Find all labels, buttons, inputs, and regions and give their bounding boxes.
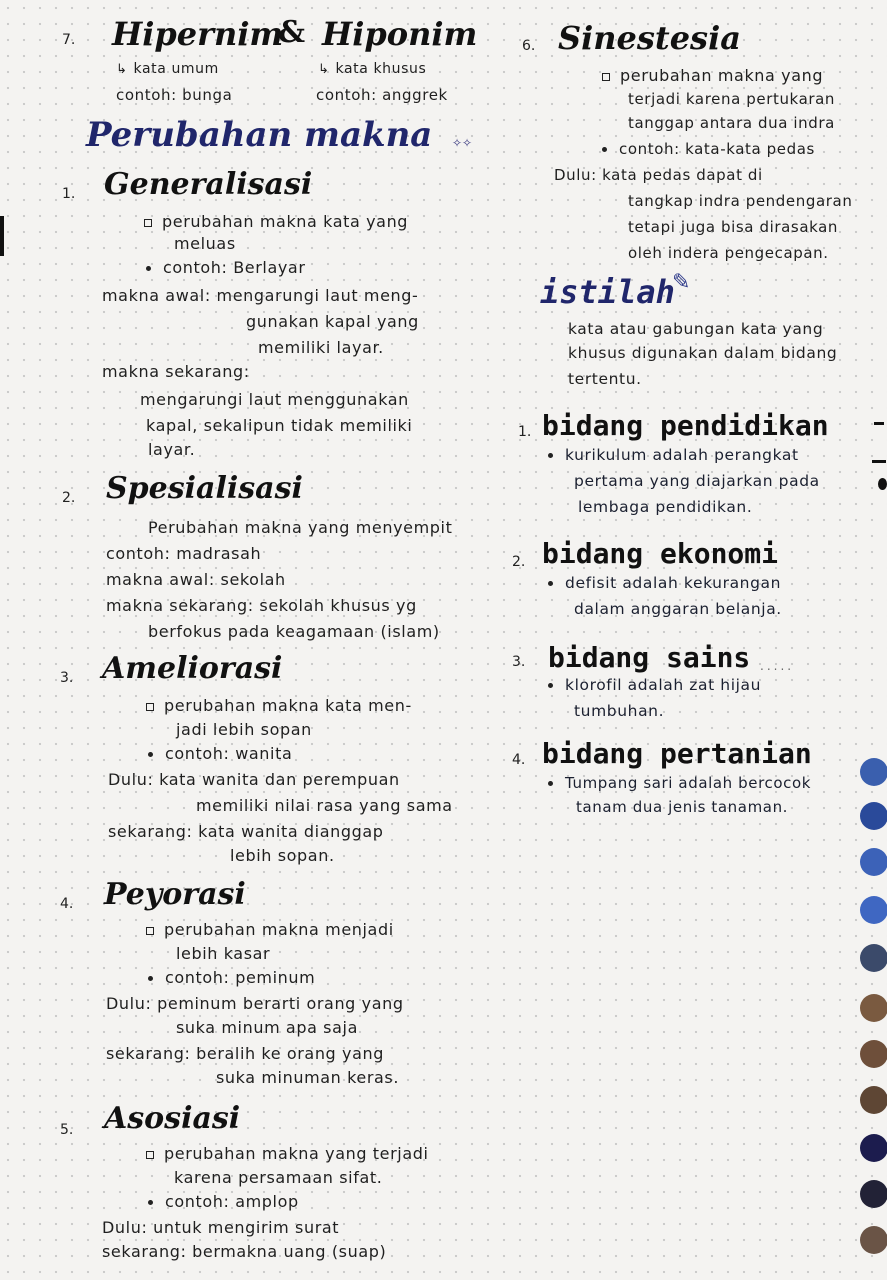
- section-number: 2.: [62, 490, 76, 506]
- sekarang-line: sekarang: kata wanita dianggap: [108, 822, 384, 841]
- makna-awal-line: makna awal: mengarungi laut meng-: [102, 286, 419, 305]
- section-number: 4.: [60, 896, 74, 912]
- bullet-dot-icon: [148, 1200, 153, 1205]
- ink-swatch: [860, 1226, 887, 1254]
- example-line: contoh: wanita: [148, 746, 292, 762]
- istilah-definition-line: kata atau gabungan kata yang: [568, 320, 824, 338]
- hipernim-example: contoh: bunga: [116, 86, 233, 104]
- dulu-line: Dulu: untuk mengirim surat: [102, 1218, 340, 1237]
- makna-sekarang-line: kapal, sekalipun tidak memiliki: [146, 416, 413, 435]
- turn-arrow-icon: ↳: [318, 62, 330, 77]
- section-number: 6.: [522, 38, 536, 54]
- field-line: dalam anggaran belanja.: [574, 600, 782, 618]
- ink-swatch: [860, 944, 887, 972]
- edge-ink-mark: [874, 422, 884, 425]
- field-line: pertama yang diajarkan pada: [574, 472, 820, 490]
- edge-ink-mark: [878, 478, 887, 490]
- square-bullet-icon: [146, 927, 154, 935]
- bullet-dot-icon: [146, 266, 151, 271]
- dulu-line: tetapi juga bisa dirasakan: [628, 218, 839, 236]
- edge-ink-mark: [872, 460, 886, 463]
- istilah-definition-line: khusus digunakan dalam bidang: [568, 344, 838, 362]
- makna-sekarang-label: makna sekarang:: [102, 362, 250, 381]
- makna-sekarang-line: mengarungi laut menggunakan: [140, 390, 409, 409]
- definition-line: perubahan makna yang terjadi: [146, 1146, 429, 1162]
- bullet-dot-icon: [548, 453, 553, 458]
- makna-awal-line: makna awal: sekolah: [106, 570, 286, 589]
- definition-line: Perubahan makna yang menyempit: [148, 518, 453, 537]
- dulu-line: tangkap indra pendengaran: [628, 192, 853, 210]
- bullet-dot-icon: [548, 683, 553, 688]
- turn-arrow-icon: ↳: [116, 62, 128, 77]
- hipernim-note: ↳ kata umum: [116, 61, 219, 77]
- makna-sekarang-line: makna sekarang: sekolah khusus yg: [106, 596, 417, 615]
- hiponim-example: contoh: anggrek: [316, 86, 448, 104]
- definition-line: karena persamaan sifat.: [174, 1168, 383, 1187]
- istilah-definition-line: tertentu.: [568, 370, 642, 388]
- bullet-dot-icon: [602, 147, 607, 152]
- sparkle-icon: ✧✧: [452, 136, 473, 150]
- field-line: defisit adalah kekurangan: [548, 576, 781, 592]
- ink-swatch: [860, 848, 887, 876]
- definition-line: perubahan makna yang: [602, 68, 823, 84]
- sekarang-line: lebih sopan.: [230, 846, 335, 865]
- field-number: 2.: [512, 554, 526, 570]
- example-line: contoh: Berlayar: [146, 260, 306, 276]
- field-number: 4.: [512, 752, 526, 768]
- definition-line: perubahan makna menjadi: [146, 922, 394, 938]
- example-line: contoh: madrasah: [106, 544, 262, 563]
- section-number: 1.: [62, 186, 76, 202]
- field-line: klorofil adalah zat hijau: [548, 678, 761, 694]
- definition-line: tanggap antara dua indra: [628, 114, 835, 132]
- bullet-dot-icon: [548, 581, 553, 586]
- dulu-line: Dulu: peminum berarti orang yang: [106, 994, 404, 1013]
- definition-line: terjadi karena pertukaran: [628, 90, 836, 108]
- page-heading: Perubahan makna: [86, 115, 433, 155]
- ink-swatch: [860, 1180, 887, 1208]
- sekarang-line: suka minuman keras.: [216, 1068, 400, 1087]
- makna-awal-line: gunakan kapal yang: [246, 312, 419, 331]
- square-bullet-icon: [146, 703, 154, 711]
- field-title: bidang pertanian: [542, 737, 812, 770]
- sekarang-line: sekarang: bermakna uang (suap): [102, 1242, 387, 1261]
- binding-mark: [0, 216, 4, 256]
- sekarang-line: sekarang: beralih ke orang yang: [106, 1044, 384, 1063]
- makna-sekarang-line: berfokus pada keagamaan (islam): [148, 622, 440, 641]
- section-title: Generalisasi: [104, 167, 313, 202]
- makna-sekarang-line: layar.: [148, 440, 196, 459]
- ampersand: &: [278, 15, 306, 50]
- section-title: Ameliorasi: [102, 651, 283, 686]
- ink-swatch: [860, 1134, 887, 1162]
- ink-swatch: [860, 802, 887, 830]
- hiponim-title: Hiponim: [322, 15, 478, 53]
- definition-line: meluas: [174, 234, 236, 253]
- example-line: contoh: amplop: [148, 1194, 299, 1210]
- hipernim-title: Hipernim: [112, 15, 284, 53]
- section-number: 3.: [60, 670, 74, 686]
- example-line: contoh: peminum: [148, 970, 315, 986]
- section-title: Asosiasi: [104, 1101, 241, 1136]
- definition-line: perubahan makna kata yang: [144, 214, 408, 230]
- ink-swatch: [860, 758, 887, 786]
- field-title: bidang ekonomi: [542, 537, 779, 570]
- square-bullet-icon: [602, 73, 610, 81]
- ink-swatch: [860, 1040, 887, 1068]
- section-title: Spesialisasi: [106, 471, 303, 506]
- bullet-dot-icon: [148, 752, 153, 757]
- bullet-dot-icon: [148, 976, 153, 981]
- field-line: kurikulum adalah perangkat: [548, 448, 799, 464]
- section-title: Sinestesia: [558, 19, 741, 57]
- square-bullet-icon: [146, 1151, 154, 1159]
- dulu-line: memiliki nilai rasa yang sama: [196, 796, 453, 815]
- field-title: bidang pendidikan: [542, 409, 829, 442]
- example-line: contoh: kata-kata pedas: [602, 142, 815, 157]
- field-line: tanam dua jenis tanaman.: [576, 798, 789, 816]
- definition-line: jadi lebih sopan: [176, 720, 312, 739]
- section-number: 5.: [60, 1122, 74, 1138]
- bullet-dot-icon: [548, 781, 553, 786]
- dulu-line: Dulu: kata pedas dapat di: [554, 166, 763, 184]
- field-number: 1.: [518, 424, 532, 440]
- field-line: lembaga pendidikan.: [578, 498, 753, 516]
- istilah-title: istilah: [540, 273, 675, 311]
- hiponim-note: ↳ kata khusus: [318, 61, 427, 77]
- ink-swatch: [860, 1086, 887, 1114]
- section-number: 7.: [62, 32, 76, 48]
- ink-swatch: [860, 896, 887, 924]
- definition-line: perubahan makna kata men-: [146, 698, 412, 714]
- definition-line: lebih kasar: [176, 944, 271, 963]
- field-line: tumbuhan.: [574, 702, 665, 720]
- field-number: 3.: [512, 654, 526, 670]
- dotted-leader: .....: [760, 659, 795, 673]
- dulu-line: suka minum apa saja: [176, 1018, 358, 1037]
- dulu-line: Dulu: kata wanita dan perempuan: [108, 770, 400, 789]
- dulu-line: oleh indera pengecapan.: [628, 244, 829, 262]
- square-bullet-icon: [144, 219, 152, 227]
- leaf-icon: ✎: [672, 270, 691, 295]
- section-title: Peyorasi: [104, 877, 246, 912]
- makna-awal-line: memiliki layar.: [258, 338, 384, 357]
- field-line: Tumpang sari adalah bercocok: [548, 776, 811, 791]
- field-title: bidang sains: [548, 641, 751, 674]
- ink-swatch: [860, 994, 887, 1022]
